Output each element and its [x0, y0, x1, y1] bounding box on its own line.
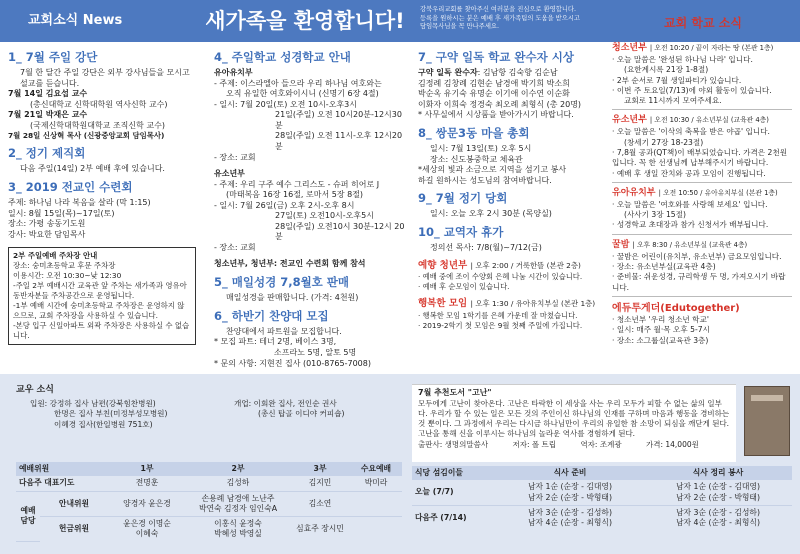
section-text: · 오늘 말씀은 '완성된 하나님 나라' 입니다.	[612, 54, 753, 64]
section-text: · 예배 중에 조이 수양회 은혜 나눔 시간이 있습니다.	[418, 272, 583, 282]
column-2	[214, 44, 406, 369]
book-meta: 출판사: 생명의말씀사 저자: 폴 트립 역자: 조계광 가격: 14,000원	[418, 439, 699, 449]
section-text: 김정례 김창례 김현순 남경애 박기희 박소희	[418, 78, 570, 88]
section-text: 이화자 이희숙 정경숙 최오례 최형식 (총 20명)	[418, 99, 582, 109]
section-text: · 청소년부 '우리 청소년 학교'	[612, 315, 709, 324]
section-vacation-title: 10_ 교역자 휴가	[418, 224, 504, 239]
youth-dept-title: 유소년부 | 오전 10:30 / 유소년부실 (교육관 4층)	[612, 115, 769, 126]
section-text: 박순옥 유기숙 유명순 이기애 이수연 이순화	[418, 89, 570, 99]
section-sunday-pulpit-title: 1_ 7월 주일 강단	[8, 50, 98, 64]
section-text: · 2부 순서로 7월 생일파티가 있습니다.	[612, 75, 742, 85]
member-news	[16, 385, 402, 441]
section-village-title: 8_ 쌍문3동 마을 총회	[418, 125, 530, 140]
section-text: · 꿀밤은 어린이(유치부, 유소년부) 금요모임입니다.	[612, 251, 782, 261]
member-news-title: 교우 소식	[16, 385, 54, 395]
section-text: 하길 원하시는 성도님의 참여바랍니다.	[418, 175, 552, 185]
section-text: 찬양대에서 파트원을 모집합니다.	[226, 326, 342, 336]
column-4	[612, 38, 792, 346]
opening-news: 개업: 이회완 집사, 전인순 권사 (총신 탑골 이디야 커피숍)	[234, 399, 345, 419]
kinder-dept-title: 유아유치부 | 오전 10:50 / 유아유치부실 (본관 1층)	[612, 187, 778, 198]
section-choir-title: 6_ 하반기 찬양대 모집	[214, 308, 329, 323]
registration-notice: 강북우리교회를 찾아주신 여러분을 진심으로 환영합니다. 등록을 원하시는 분은 예배 후 새가족팀의 도움을 받으시고 담임목사님을 꼭 만나주세요.	[420, 6, 580, 31]
section-text: 27일(토) 오전10시-오후5시	[275, 211, 374, 221]
section-text: - 주제: 우리 구주 예수 그리스도 - 슈퍼 히어로 J	[214, 179, 380, 189]
table-row: 예배 담당 안내위원 양경자 윤은경 손용례 남경애 노난주 박연숙 김정자 임인숙A 김소연	[16, 491, 402, 517]
table-row: 헌금위원 윤은경 이명순 이혜숙 이홍식 윤정숙 박혜성 박영실 심효주 장시민	[58, 519, 344, 539]
section-text: 일시: 8월 15일(목)~17일(토)	[8, 208, 115, 218]
section-text: 일시: 7월 13일(토) 오후 5시	[430, 144, 532, 154]
table-header-row: 예배위원 1부 2부 3부 수요예배	[16, 462, 402, 476]
youth-group-title: 예향 청년부 | 오후 2:00 / 거룩한뜰 (본관 2층)	[418, 259, 581, 271]
section-ot-reading-title: 7_ 구약 일독 학교 완수자 시상	[418, 50, 574, 64]
book-cover-image	[744, 386, 790, 456]
table-header-row: 식당 섬김이들 식사 준비 식사 정리 봉사	[412, 466, 792, 480]
edutogether-title: 에듀투게더(Edutogether)	[612, 302, 740, 314]
section-text: (요한계시록 21장 1-8절)	[624, 65, 709, 75]
section-text: - 장소: 교회	[214, 242, 256, 252]
section-text: - 주제: 이스라엘아 들으라 우리 하나님 여호와는	[214, 78, 382, 88]
recommended-book	[412, 384, 736, 462]
section-text: 강사: 박요한 담임목사	[8, 229, 86, 239]
column-1	[8, 44, 196, 345]
section-text: 28일(주일) 오전10시 30분-12시 20분	[275, 221, 405, 242]
section-retreat-title: 3_ 2019 전교인 수련회	[8, 179, 133, 194]
section-daily-bible-title: 5_ 매일성경 7,8월호 판매	[214, 275, 350, 290]
section-text: (사사기 3장 15절)	[624, 210, 686, 220]
column-3	[418, 44, 608, 330]
section-text: · 2019-2학기 첫 모임은 9월 첫째 주일에 가집니다.	[418, 320, 583, 330]
section-text: 21일(주일) 오전 10시20분-12시30분	[275, 110, 402, 130]
friday-group-title: 꿀밤 | 오후 8:30 / 유소년부실 (교육관 4층)	[612, 239, 748, 250]
section-text: 일시: 오늘 오후 2시 30분 (목양실)	[430, 209, 552, 219]
welcome-title: 새가족을 환영합니다!	[205, 9, 405, 33]
parking-notice-box: 2부 주일예배 주차장 안내 장소: 숭미초등학교 후문 주차장 이용시간: 오전 10:30~낮 12:30 -주일 2부 예배시간 교육관 앞 주차는 새가족과 영유아 동반자분들 주차공간으로 운영됩니다. -1부 예배 시간에 숭미초등학교 주차장은 운영하지 않으므로, 교회 주차장을 사용하실 수 있습니다. -본당 입구 신일아파트 외곽 주차장은 사용하실 수 없습니다.	[8, 247, 196, 344]
section-text: · 장소: 소그룹실(교육관 3층)	[612, 335, 709, 345]
section-text: 정의선 목사: 7/8(월)~7/12(금)	[430, 243, 542, 253]
teen-dept-title: 청소년부 | 오전 10:20 / 끝이 자라는 땅 (본관 1층)	[612, 43, 774, 53]
section-text: 오직 유일한 여호와이시니 (신명기 6장 4절)	[226, 89, 379, 99]
divider	[612, 182, 792, 183]
section-text: 구약 일독 완수자: 김남항 김숙향 김순남	[418, 68, 558, 78]
church-school-title: 교회 학교 소식	[664, 16, 742, 30]
section-text: · 7,8월 공과(QT책)이 배부되었습니다. 가격은 2천원입니다. 꼭 한 선생님께 납부해주시기 바랍니다.	[612, 147, 788, 168]
section-text: 7월 14일 김요섭 교수	[8, 89, 88, 99]
section-text: · 이번 주 토요일(7/13)에 야외 활동이 있습니다.	[612, 85, 772, 95]
section-text: 소프라노 5명, 알토 5명	[274, 348, 357, 357]
subsection-title: 유아유치부	[214, 68, 253, 78]
divider	[612, 296, 792, 297]
worship-duty-table	[16, 462, 402, 542]
section-text: 28일(주일) 오전 11시-오후 12시20분	[275, 131, 403, 151]
section-text: *세상의 빛과 소금으로 지역을 섬기고 봉사	[418, 165, 567, 175]
section-text: · 준비물: 쉬운성경, 규리학생 두 명, 가져오시기 바랍니다.	[612, 272, 786, 292]
hospital-list: 입원: 강정하 집사 남편(강북힘찬병원) 한명은 집사 부친(미정부성모병원) 이혜경 집사(한일병원 751호)	[30, 399, 168, 429]
section-text: 다음 주일(14일) 2부 예배 후에 있습니다.	[20, 164, 165, 174]
section-text: * 문의 사항: 지현진 집사 (010-8765-7008)	[214, 358, 371, 368]
section-text: 교회로 11시까지 모여주세요.	[624, 96, 722, 106]
section-text: · 행복한 모임 1학기를 은혜 가운데 잘 마쳤습니다.	[418, 310, 578, 320]
section-text: 7월 21일 박재은 교수	[8, 110, 88, 120]
section-text: · 장소: 유소년부실(교육관 4층)	[612, 261, 716, 271]
section-text: 장소: 가평 송동기도원	[8, 219, 86, 229]
meal-service-table	[412, 466, 792, 530]
section-text: · 오늘 말씀은 '여호와를 사랑해 보세요' 입니다.	[612, 199, 768, 209]
section-text: * 사무실에서 시상품을 받아가시기 바랍니다.	[418, 110, 574, 120]
news-label: 교회소식 News	[28, 13, 123, 28]
section-text: - 장소: 교회	[214, 152, 256, 162]
section-council-title: 2_ 정기 제직회	[8, 146, 86, 161]
section-text: 7월 28일 신상혁 목사 (신광중앙교회 담임목사)	[8, 131, 165, 141]
section-text: * 모집 파트: 테너 2명, 베이스 3명,	[214, 337, 337, 347]
section-text: 청소년부, 청년부: 전교인 수련회 함께 참석	[214, 259, 366, 269]
section-text: · 예배 후 생일 잔치와 공과 모임이 진행됩니다.	[612, 168, 766, 178]
book-description: 모두에게 고난이 찾아온다. 고난은 타락한 이 세상을 사는 우리 모두가 피할 수 없는 삶의 일부다. 우리가 할 수 있는 일은 모든 것의 주인이신 하나님의 인재를 구하며 마음과 행동을 경비하는 것 뿐이다. 그 과정에서 우리는 다시금 하나님만이 우리의 유일한 참 소망이 되심을 깨닫게 된다. 고난을 통해 신을 이루시는 하나님의 놀라운 역사를 경험하게 된다.	[418, 398, 730, 438]
book-title: 7월 추천도서 "고난"	[418, 388, 492, 397]
section-text: · 일시: 매주 월·목 오후 5-7시	[612, 325, 710, 335]
section-text: · 오늘 말씀은 '이삭의 축복을 받은 야곱' 입니다.	[612, 127, 770, 137]
table-row: 다음주 (7/14) 남자 3순 (순장 - 김성하) 남자 4순 (순장 - 최형식) 남자 3순 (순장 - 김성하) 남자 4순 (순장 - 최형식)	[415, 507, 761, 528]
section-text: - 일시: 7월 20일(토) 오전 10시-오후3시	[214, 99, 357, 109]
divider	[612, 234, 792, 235]
table-row: 오늘 (7/7) 남자 1순 (순장 - 김대영) 남자 2순 (순장 - 박형태) 남자 1순 (순장 - 김대영) 남자 2순 (순장 - 박형태)	[412, 480, 792, 505]
divider	[612, 109, 792, 110]
section-text: · 예배 후 순모임이 있습니다.	[418, 282, 510, 292]
section-text: (총신대학교 신학대학원 역사신학 교수)	[30, 99, 168, 109]
happy-group-title: 행복한 모임 | 오후 1:30 / 유아유치부실 (본관 1층)	[418, 298, 596, 310]
subsection-title: 유소년부	[214, 169, 245, 179]
section-text: · 성경학교 초대장과 참가 신청서가 배부됩니다.	[612, 220, 769, 230]
section-session-title: 9_ 7월 정기 당회	[418, 191, 508, 206]
table-row: 다음주 대표기도 전명훈 김성하 김지민 박미라	[16, 476, 402, 491]
section-text: (마태복음 16장 16절, 로마서 5장 8절)	[226, 190, 364, 200]
section-text: 주제: 하나님 나라 복음을 살라 (막 1:15)	[8, 198, 151, 208]
section-text: 매일성경을 판매합니다. (가격: 4천원)	[226, 293, 359, 303]
section-bible-school-title: 4_ 주일학교 성경학교 안내	[214, 50, 351, 64]
section-text: (창세기 27장 18-23절)	[624, 137, 704, 147]
section-text: (국제신학대학원대학교 조직신학 교수)	[30, 120, 165, 130]
section-text: 7월 한 달간 주일 강단은 외부 강사님들을 모시고 설교를 듣습니다.	[20, 68, 190, 88]
section-text: 장소: 신도봉중학교 체육관	[430, 154, 523, 164]
section-text: - 일시: 7월 26일(금) 오후 2시-오후 8시	[214, 200, 355, 210]
